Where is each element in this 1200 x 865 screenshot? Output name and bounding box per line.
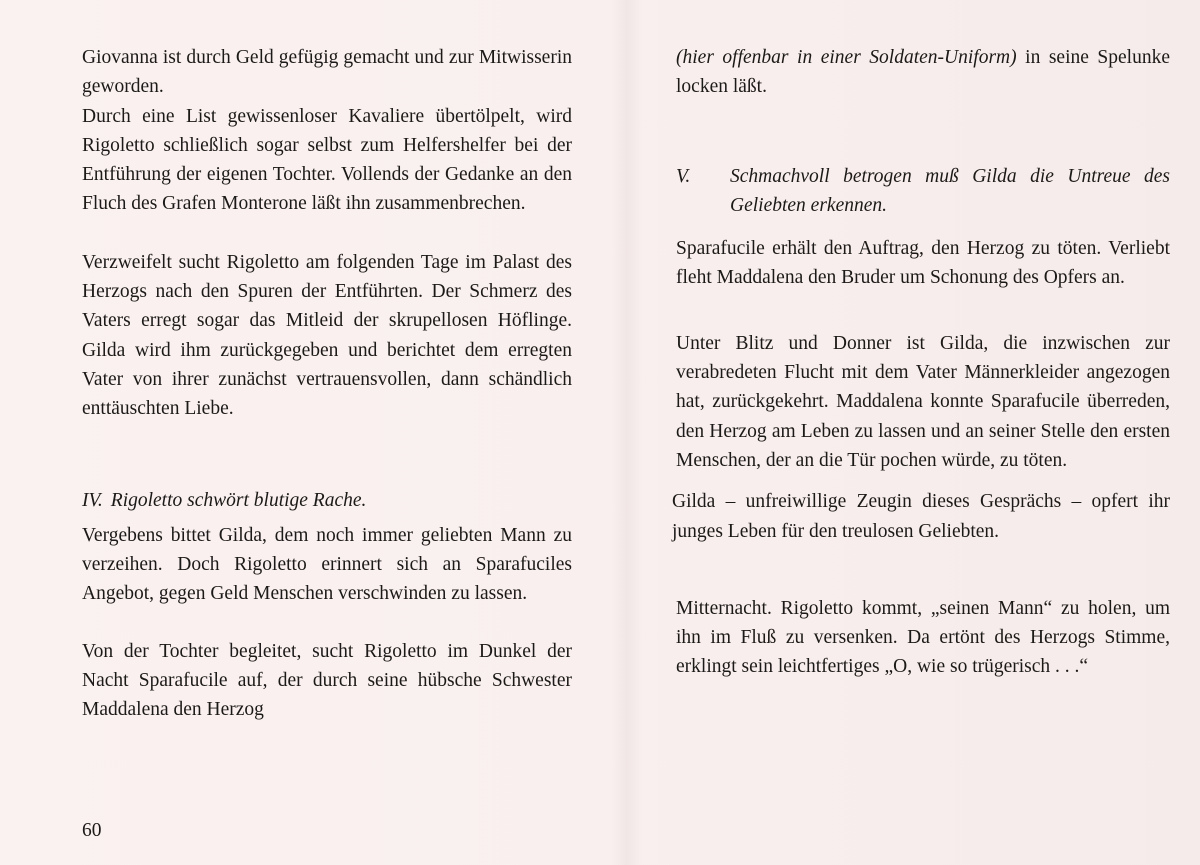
section-heading-iv [82, 486, 572, 515]
left-paragraph-5: Von der Tochter begleitet, sucht Rigoletto im Dunkel der Nacht Sparafucile auf, der durch seine hübsche Schwester Maddalena den Herzog [82, 640, 572, 721]
section-title-iv: Rigoletto schwört blutige Rache. [110, 489, 367, 511]
left-paragraph-2: Durch eine List gewissenloser Kavaliere übertölpelt, wird Rigoletto schließlich sogar selbst zum Helfershelfer bei der Entführung der eigenen Tochter. Vollends der Gedanke an den Fluch des Grafen Monterone läßt ihn zusammenbrechen. [82, 105, 572, 215]
section-heading-v [676, 162, 1170, 221]
left-paragraph-3: Verzweifelt sucht Rigoletto am folgenden Tage im Palast des Herzogs nach den Spuren der Entführten. Der Schmerz des Vaters erregt sogar das Mitleid der skrupellosen Höflinge. Gilda wird ihm zurückgegeben und berichtet dem erregten Vater von ihrer zunächst vertrauensvollen, dann schändlich enttäuschten Liebe. [82, 251, 572, 420]
book-gutter [612, 0, 642, 865]
section-number-iv: IV. [82, 489, 103, 511]
section-number-v: V. [676, 165, 691, 187]
right-paragraph-1-italic: (hier offenbar in einer Soldaten-Uniform) [676, 47, 1017, 68]
right-paragraph-3: Unter Blitz und Donner ist Gilda, die inzwischen zur verabredeten Flucht mit dem Vater Männerkleider angezogen hat, zurückgekehrt. Maddalena konnte Sparafucile überreden, den Herzog am Leben zu lassen und an seiner Stelle den ersten Menschen, der an die Tür pochen würde, zu töten. [676, 332, 1170, 471]
left-page-column [82, 43, 572, 725]
right-paragraph-1-rest: in seine Spelunke locken läßt. [676, 47, 1170, 98]
right-paragraph-1 [676, 43, 1170, 102]
left-paragraph-4: Vergebens bittet Gilda, dem noch immer geliebten Mann zu verzeihen. Doch Rigoletto erinnert sich an Sparafuciles Angebot, gegen Geld Menschen verschwinden zu lassen. [82, 524, 572, 605]
page-number: 60 [82, 820, 102, 841]
section-title-v: Schmachvoll betrogen muß Gilda die Untreue des Geliebten erkennen. [730, 165, 1170, 216]
right-paragraph-4: Gilda – unfreiwillige Zeugin dieses Gesprächs – opfert ihr junges Leben für den treulosen Geliebten. [672, 491, 1170, 542]
right-paragraph-5: Mitternacht. Rigoletto kommt, „seinen Mann“ zu holen, um ihn im Fluß zu versenken. Da ertönt des Herzogs Stimme, erklingt sein leichtfertiges „O, wie so trügerisch . . .“ [676, 597, 1170, 678]
left-paragraph-1: Giovanna ist durch Geld gefügig gemacht und zur Mitwisserin geworden. [82, 47, 572, 98]
right-page-column [672, 43, 1170, 682]
right-paragraph-2: Sparafucile erhält den Auftrag, den Herzog zu töten. Verliebt fleht Maddalena den Bruder um Schonung des Opfers an. [676, 238, 1170, 289]
